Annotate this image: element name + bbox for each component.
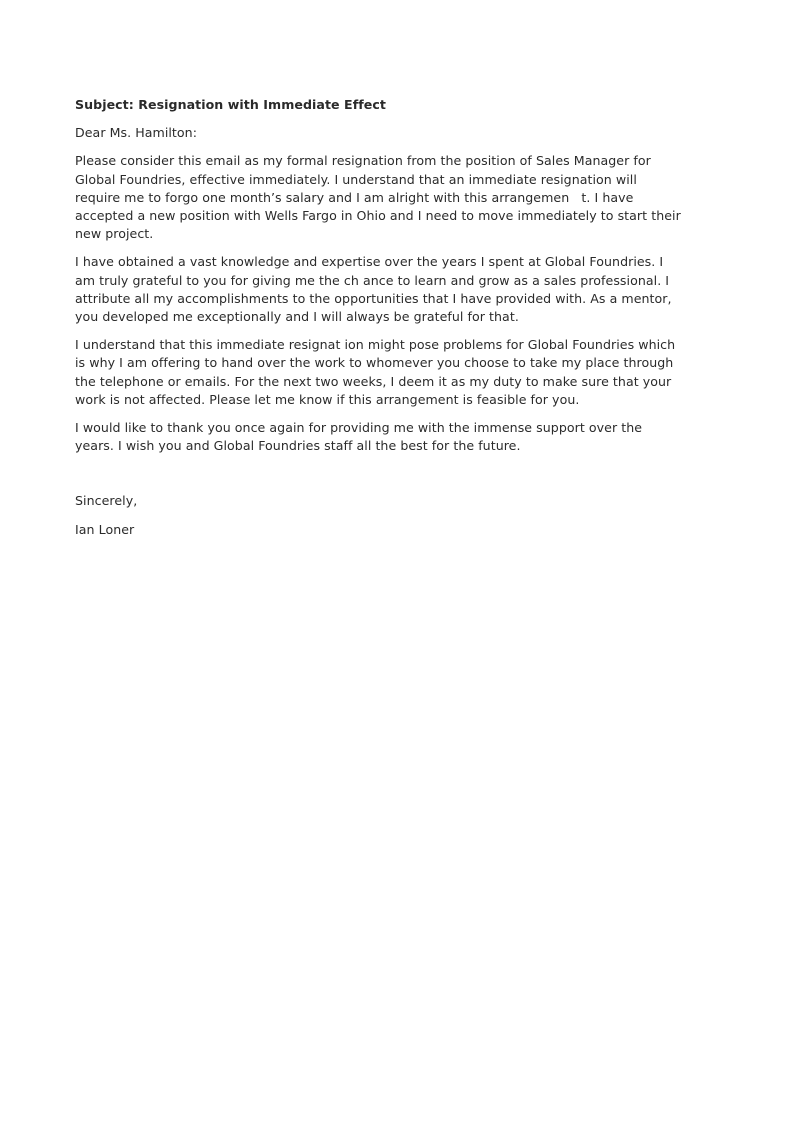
letter-subject: Subject: Resignation with Immediate Effect [75,97,386,112]
letter-page [75,96,725,539]
paragraph-line: Please consider this email as my formal resignation from the position of Sales Manager for [75,153,651,169]
letter-salutation: Dear Ms. Hamilton: [75,125,197,141]
paragraph-line: I have obtained a vast knowledge and expertise over the years I spent at Global Foundries. I [75,254,664,270]
letter-paragraph-1 [75,152,725,243]
paragraph-line: require me to forgo one month’s salary and I am alright with this arrangemen t. I have [75,189,634,205]
paragraph-line: the telephone or emails. For the next two weeks, I deem it as my duty to make sure that your [75,373,672,389]
paragraph-line: you developed me exceptionally and I will always be grateful for that. [75,309,519,325]
letter-signature-name: Ian Loner [75,521,135,537]
paragraph-line: attribute all my accomplishments to the opportunities that I have provided with. As a mentor, [75,290,672,306]
paragraph-line: new project. [75,226,154,242]
paragraph-line: I would like to thank you once again for providing me with the immense support over the [75,420,643,436]
letter-closing: Sincerely, [75,493,138,509]
paragraph-line: years. I wish you and Global Foundries staff all the best for the future. [75,438,521,454]
paragraph-line: am truly grateful to you for giving me the ch ance to learn and grow as a sales professional. I [75,272,670,288]
paragraph-line: is why I am offering to hand over the work to whomever you choose to take my place through [75,355,674,371]
paragraph-line: I understand that this immediate resignat ion might pose problems for Global Foundries which [75,337,676,353]
letter-paragraph-3 [75,336,725,409]
paragraph-line: Global Foundries, effective immediately. I understand that an immediate resignation will [75,171,637,187]
letter-paragraph-2 [75,253,725,326]
letter-paragraph-4 [75,419,725,455]
paragraph-line: accepted a new position with Wells Fargo in Ohio and I need to move immediately to start their [75,208,681,224]
paragraph-line: work is not affected. Please let me know if this arrangement is feasible for you. [75,391,580,407]
